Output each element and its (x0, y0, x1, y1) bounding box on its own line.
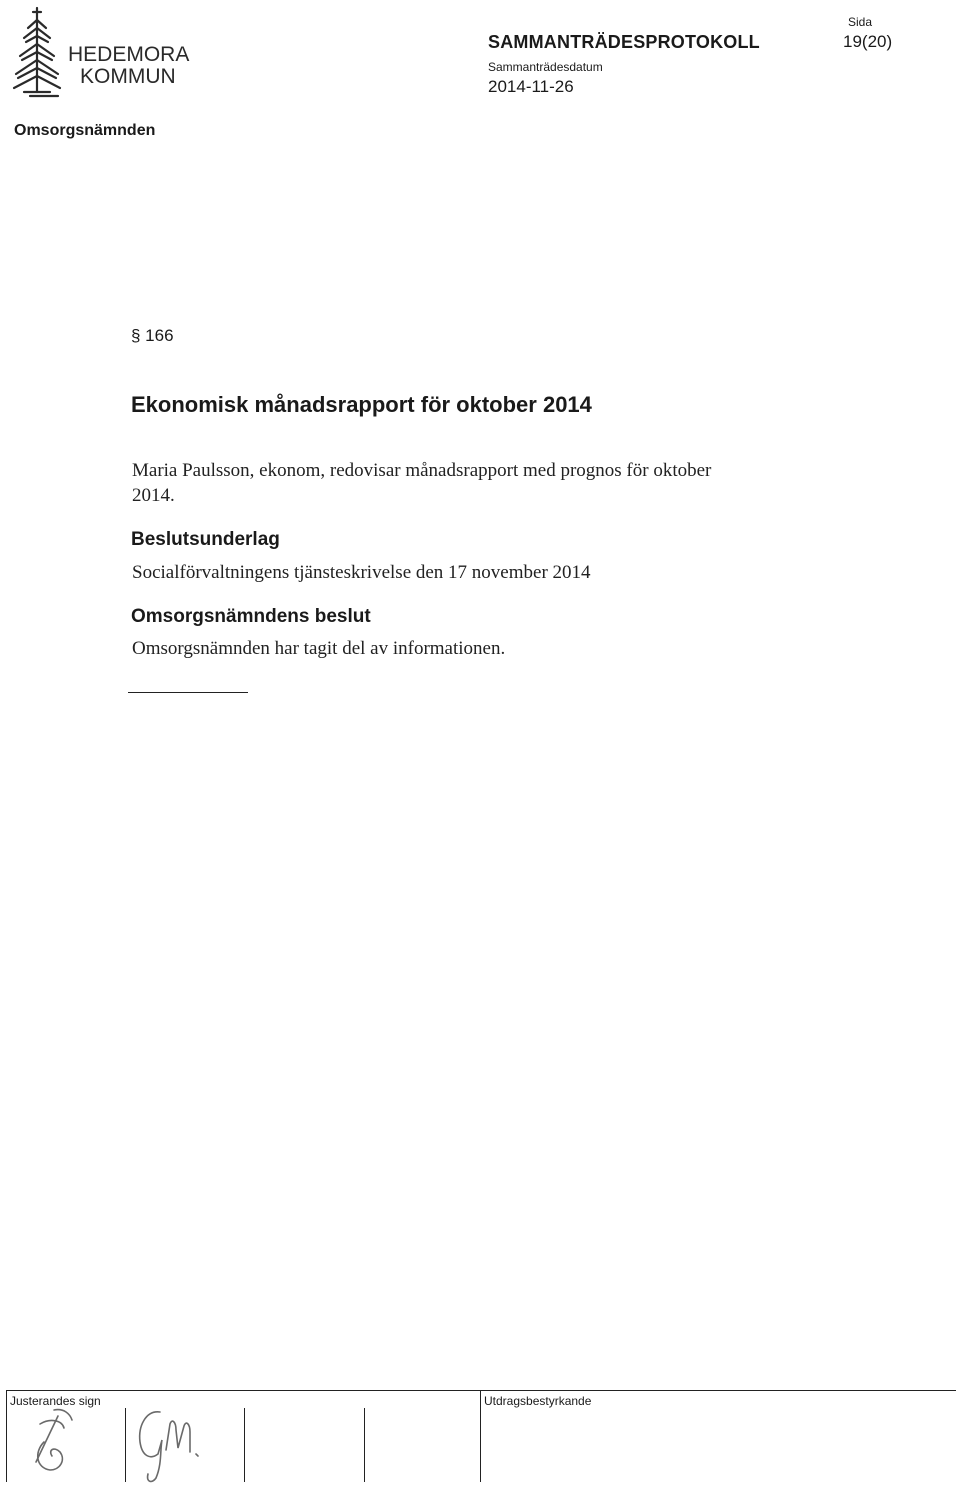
committee-name: Omsorgsnämnden (14, 122, 156, 139)
fir-tree-icon (10, 6, 64, 100)
section-end-rule (128, 692, 248, 693)
intro-text (132, 458, 832, 508)
logo-text-line1: HEDEMORA (68, 43, 190, 66)
basis-heading: Beslutsunderlag (131, 529, 280, 550)
intro-line-2: 2014. (132, 485, 175, 506)
logo-text-line2: KOMMUN (80, 65, 176, 88)
meeting-date-value: 2014-11-26 (488, 77, 574, 96)
decision-text: Omsorgsnämnden har tagit del av informationen. (132, 638, 506, 659)
page-label: Sida (848, 15, 873, 29)
certification-label: Utdragsbestyrkande (484, 1394, 592, 1408)
meeting-date-label: Sammanträdesdatum (488, 60, 603, 74)
page-number: 19(20) (843, 32, 893, 51)
intro-line-1: Maria Paulsson, ekonom, redovisar månadsrapport med prognos för oktober (132, 460, 712, 481)
paragraph-number: § 166 (131, 326, 174, 345)
signature-label: Justerandes sign (10, 1394, 101, 1408)
basis-text: Socialförvaltningens tjänsteskrivelse den 17 november 2014 (132, 562, 591, 583)
footer-divider (480, 1390, 481, 1482)
handwritten-signature-icon (0, 1390, 480, 1487)
item-title: Ekonomisk månadsrapport för oktober 2014 (131, 392, 592, 417)
decision-heading: Omsorgsnämndens beslut (131, 606, 371, 627)
document-type: SAMMANTRÄDESPROTOKOLL (488, 32, 760, 52)
